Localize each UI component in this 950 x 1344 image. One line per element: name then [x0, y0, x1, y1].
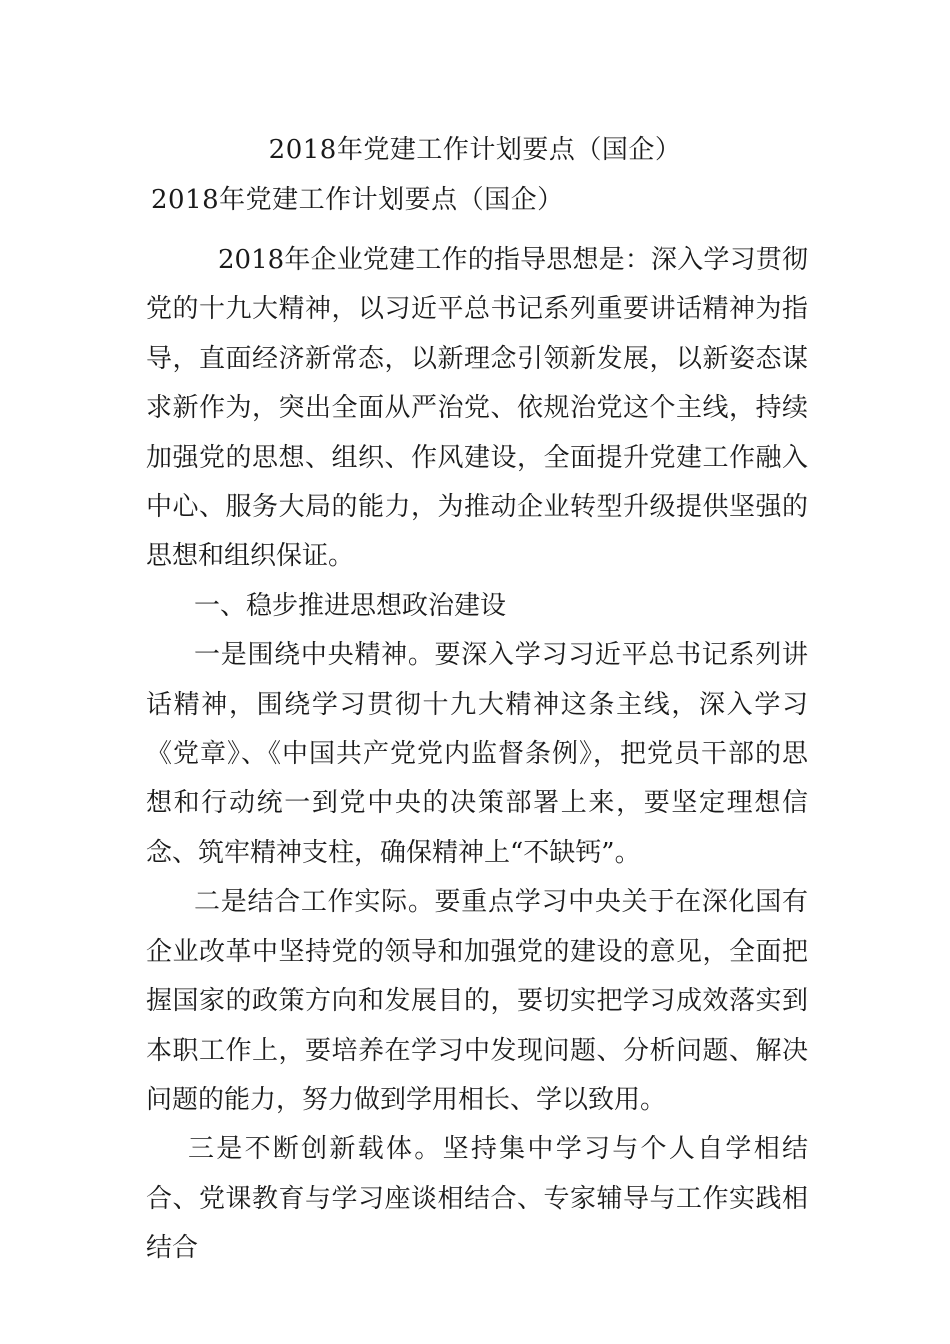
paragraph-guiding-thought: 2018年企业党建工作的指导思想是：深入学习贯彻党的十九大精神，以习近平总书记系列重要讲话精神为指导，直面经济新常态，以新理念引领新发展，以新姿态谋求新作为，突出全面从严治党、依规治党这个主线，持续加强党的思想、组织、作风建设，全面提升党建工作融入中心、服务大局的能力，为推动企业转型升级提供坚强的思想和组织保证。 — [146, 245, 808, 572]
paragraph-point-3: 三是不断创新载体。坚持集中学习与个人自学相结合、党课教育与学习座谈相结合、专家辅导与工作实践相结合 — [146, 1134, 808, 1264]
paragraph-point-2: 二是结合工作实际。要重点学习中央关于在深化国有企业改革中坚持党的领导和加强党的建设的意见，全面把握国家的政策方向和发展目的，要切实把学习成效落实到本职工作上，要培养在学习中发现问题、分析问题、解决问题的能力，努力做到学用相长、学以致用。 — [146, 887, 808, 1115]
document-subtitle: 2018年党建工作计划要点（国企） — [151, 185, 564, 215]
document-title: 2018年党建工作计划要点（国企） — [268, 135, 682, 165]
section-heading-1: 一、稳步推进思想政治建设 — [194, 590, 507, 621]
paragraph-point-1: 一是围绕中央精神。要深入学习习近平总书记系列讲话精神，围绕学习贯彻十九大精神这条主线，深入学习《党章》、《中国共产党党内监督条例》，把党员干部的思想和行动统一到党中央的决策部署上来，要坚定理想信念、筑牢精神支柱，确保精神上“不缺钙”。 — [146, 640, 808, 868]
document-body — [146, 236, 808, 1274]
